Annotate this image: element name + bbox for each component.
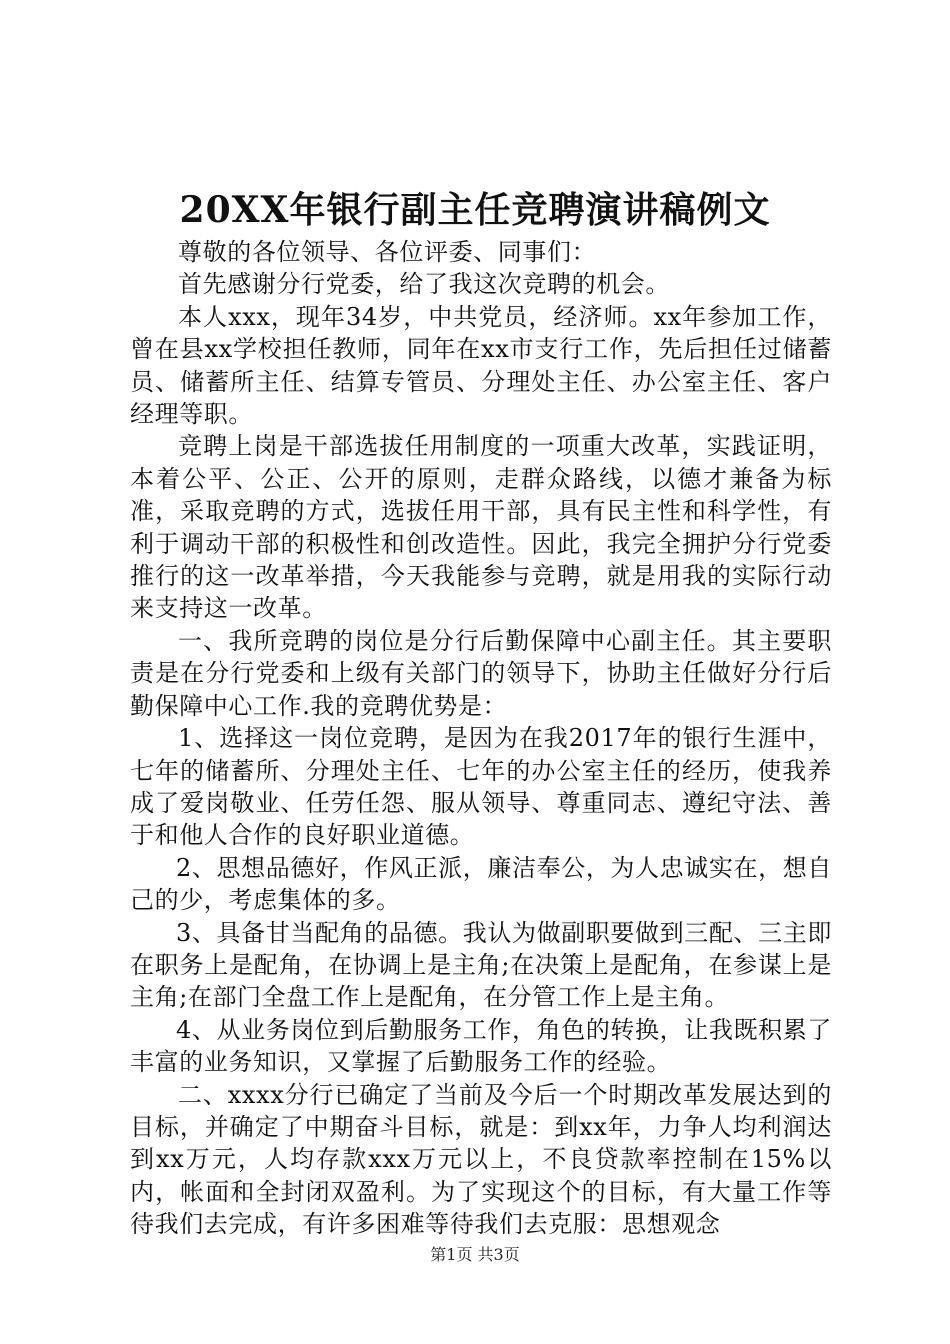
paragraph-reform-support: 竞聘上岗是干部选拔任用制度的一项重大改革，实践证明，本着公平、公正、公开的原则，走群众路线，以德才兼备为标准，采取竞聘的方式，选拔任用干部，具有民主性和科学性，有利于调动干部的积极性和创改造性。因此，我完全拥护分行党委推行的这一改革举措，今天我能参与竞聘，就是用我的实际行动来支持这一改革。 — [130, 432, 832, 623]
page-number-footer: 第1页 共3页 — [430, 1245, 520, 1264]
paragraph-advantage-2: 2、思想品德好，作风正派，廉洁奉公，为人忠诚实在，想自己的少，考虑集体的多。 — [130, 853, 832, 915]
document-title: 20XX年银行副主任竞聘演讲稿例文 — [179, 189, 771, 231]
paragraph-position-duties: 一、我所竞聘的岗位是分行后勤保障中心副主任。其主要职责是在分行党委和上级有关部门的领导下，协助主任做好分行后勤保障中心工作.我的竞聘优势是： — [130, 626, 832, 720]
document-body — [130, 236, 832, 1241]
paragraph-advantage-3: 3、具备甘当配角的品德。我认为做副职要做到三配、三主即在职务上是配角，在协调上是主角;在决策上是配角，在参谋上是主角;在部门全盘工作上是配角，在分管工作上是主角。 — [130, 918, 832, 1012]
paragraph-self-introduction: 本人xxx，现年34岁，中共党员，经济师。xx年参加工作，曾在县xx学校担任教师，同年在xx市支行工作，先后担任过储蓄员、储蓄所主任、结算专管员、分理处主任、办公室主任、客户经理等职。 — [130, 302, 832, 429]
paragraph-advantage-1: 1、选择这一岗位竞聘，是因为在我2017年的银行生涯中，七年的储蓄所、分理处主任、七年的办公室主任的经历，使我养成了爱岗敬业、任劳任怨、服从领导、尊重同志、遵纪守法、善于和他人合作的良好职业道德。 — [130, 724, 832, 850]
paragraph-goals: 二、xxxx分行已确定了当前及今后一个时期改革发展达到的目标，并确定了中期奋斗目标，就是：到xx年，力争人均利润达到xx万元，人均存款xxx万元以上，不良贷款率控制在15%以内，帐面和全封闭双盈利。为了实现这个的目标，有大量工作等待我们去完成，有许多困难等待我们去克服：思想观念 — [130, 1080, 832, 1239]
paragraph-thanks: 首先感谢分行党委，给了我这次竞聘的机会。 — [178, 270, 670, 299]
paragraph-advantage-4: 4、从业务岗位到后勤服务工作，角色的转换，让我既积累了丰富的业务知识，又掌握了后勤服务工作的经验。 — [130, 1015, 832, 1077]
paragraph-salutation: 尊敬的各位领导、各位评委、同事们： — [178, 238, 597, 266]
